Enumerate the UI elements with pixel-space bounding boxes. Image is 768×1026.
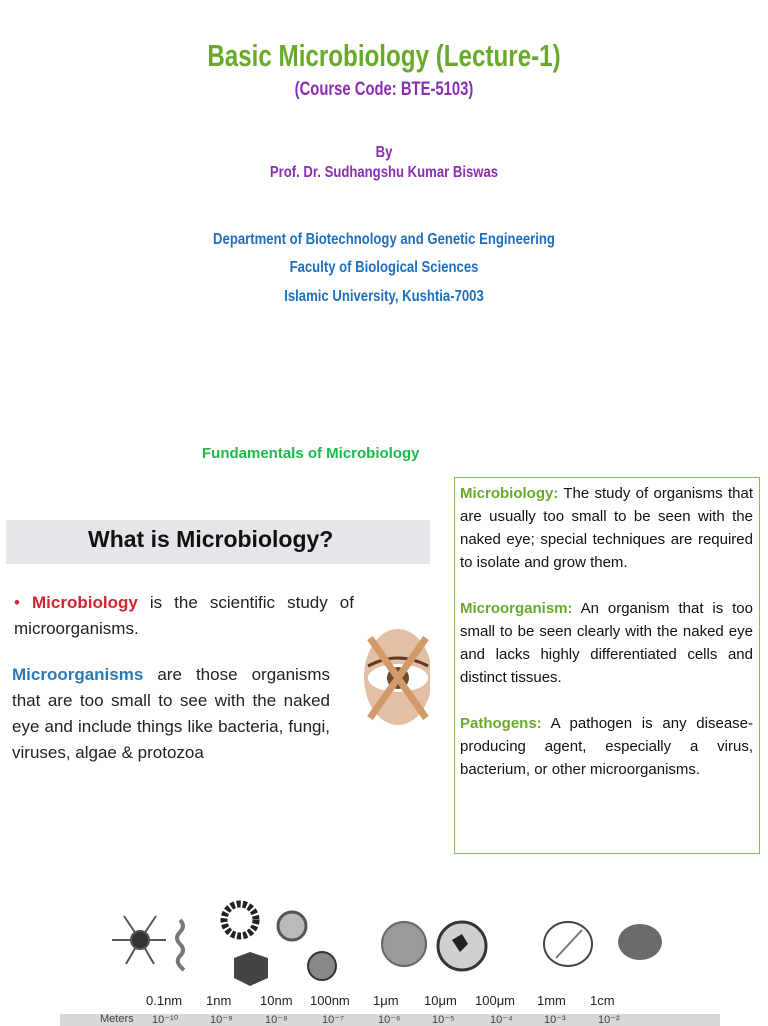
university-line: Islamic University, Kushtia-7003 [284, 288, 484, 305]
meters-scale-bar [60, 1014, 720, 1026]
definition-pathogens: Pathogens: A pathogen is any disease-producing agent, especially a virus, bacterium, or other microorganisms. [460, 715, 753, 778]
meters-label: Meters [100, 1013, 134, 1025]
star-virus-icon [112, 916, 166, 964]
bullet-term: Microbiology [32, 593, 138, 612]
department-line: Department of Biotechnology and Genetic Engineering [213, 231, 555, 248]
author-name: Prof. Dr. Sudhangshu Kumar Biswas [269, 164, 499, 181]
paragraph-term: Microorganisms [12, 665, 144, 684]
bacteria-cluster-icon [382, 922, 426, 966]
ring-virus-icon [224, 904, 256, 936]
polyhedral-virus-icon [234, 952, 268, 986]
scale-label: 100nm [310, 993, 350, 1008]
meters-value: 10⁻⁷ [322, 1014, 345, 1026]
scale-label: 10μm [424, 993, 457, 1008]
meters-value: 10⁻⁵ [432, 1014, 455, 1026]
size-scale-labels [0, 993, 768, 1013]
scale-label: 1cm [590, 993, 615, 1008]
slide-bullet: • Microbiology is the scientific study of microorganisms. [14, 593, 354, 638]
slide-paragraph [12, 662, 330, 766]
paragraph-text: are those organisms that are too small to see with the naked eye and include things like bacteria, fungi, viruses, algae & protozoa [12, 665, 330, 762]
slide-heading: What is Microbiology? [88, 526, 334, 552]
crossed-eye-icon [360, 626, 430, 728]
definition-microorganism: Microorganism: An organism that is too small to be seen clearly with the naked eye and lacks highly differentiated cells and distinct tissues. [460, 600, 753, 686]
meters-value: 10⁻⁶ [378, 1014, 401, 1026]
meters-value: 10⁻¹⁰ [152, 1014, 179, 1026]
scale-label: 10nm [260, 993, 293, 1008]
meters-value: 10⁻⁸ [265, 1014, 288, 1026]
bullet-text: is the scientific study of microorganisms. [14, 593, 354, 638]
meters-value: 10⁻² [598, 1014, 620, 1026]
course-code: (Course Code: BTE-5103) [294, 79, 474, 100]
scale-label: 1mm [537, 993, 566, 1008]
microorganism-size-illustration [100, 900, 690, 990]
meters-value: 10⁻⁹ [210, 1014, 233, 1026]
definition-microbiology: Microbiology: The study of organisms that are usually too small to be seen with the naked eye; special techniques are required to isolate and grow them. [460, 485, 753, 571]
definitions-box [454, 477, 760, 854]
microbiology-slide-image [6, 520, 430, 790]
scale-label: 100μm [475, 993, 516, 1008]
round-cell-icon [278, 912, 306, 940]
scale-label: 1nm [206, 993, 232, 1008]
faculty-line: Faculty of Biological Sciences [289, 259, 479, 276]
meters-value: 10⁻⁴ [490, 1014, 513, 1026]
scale-label: 1μm [373, 993, 399, 1008]
section-title: Fundamentals of Microbiology [202, 445, 420, 462]
lecture-title: Basic Microbiology (Lecture-1) [207, 38, 561, 73]
meters-value: 10⁻³ [544, 1014, 566, 1026]
algae-icon [618, 924, 662, 960]
by-label: By [375, 144, 393, 161]
cocci-icon [308, 952, 336, 980]
helix-icon [177, 920, 184, 970]
scale-label: 0.1nm [146, 993, 183, 1008]
